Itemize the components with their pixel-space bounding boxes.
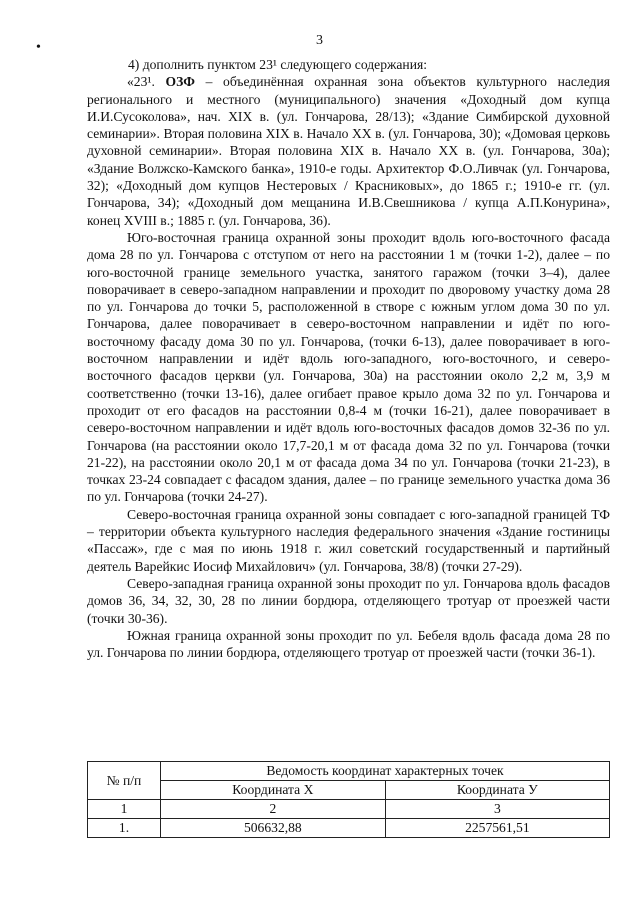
north-east-boundary-paragraph: Северо-восточная граница охранной зоны совпадает с юго-западной границей ТФ – территории объекта культурного наследия федерального значения «Здание гостиницы «Пассаж», где с мая по июнь 1918 г. жил советский государственный и партийный деятель Варейкис Иосиф Михайлович» (ул. Гончарова, 38/8) (точки 27-29). (87, 506, 610, 574)
south-boundary-paragraph: Южная граница охранной зоны проходит по ул. Бебеля вдоль фасада дома 28 по ул. Гончарова по линии бордюра, отделяющего тротуар от проезжей части (точки 36-1). (87, 627, 610, 661)
page-number: 3 (316, 33, 323, 48)
point-number-cell: 1. (88, 819, 161, 838)
document-body (87, 56, 610, 661)
item-text: – объединённая охранная зона объектов культурного наследия регионального и местного (муниципального) значения «Доходный дом купца И.И.Сусоколова», нач. XIX в. (ул. Гончарова, 28/13); «Здание Симбирской духовной семинарии». Вторая половина XIX в. Начало XX в. (ул. Гончарова, 30); «Домовая церковь духовной семинарии». Вторая половина XIX в. Начало XX в. (ул. Гончарова, 30а); «Здание Волжско-Камского банка», 1910-е годы. Архитектор Ф.О.Ливчак (ул. Гончарова, 32); «Доходный дом купцов Нестеровых / Красниковых», до 1865 г.; 1910-е гг. (ул. Гончарова, 34); «Доходный дом мещанина И.В.Свешникова / купца А.П.Конурина», конец XVIII в.; 1885 г. (ул. Гончарова, 36). (87, 74, 610, 228)
index-cell: 2 (161, 800, 386, 819)
north-west-boundary-paragraph: Северо-западная граница охранной зоны проходит по ул. Гончарова вдоль фасадов домов 36, 34, 32, 30, 28 по линии бордюра, отделяющего тротуар от проезжей части (точки 30-36). (87, 575, 610, 626)
table-title: Ведомость координат характерных точек (161, 762, 610, 781)
coordinate-y-cell: 2257561,51 (385, 819, 609, 838)
index-cell: 1 (88, 800, 161, 819)
coordinates-table (87, 761, 610, 838)
index-row (88, 800, 610, 819)
table-row (88, 819, 610, 838)
col-number-header: № п/п (88, 762, 161, 800)
item-code: ОЗФ (165, 74, 195, 90)
coordinate-x-cell: 506632,88 (161, 819, 386, 838)
margin-mark: • (36, 40, 41, 55)
col-x-header: Координата Х (161, 781, 386, 800)
item-23-1-paragraph (87, 73, 610, 229)
index-cell: 3 (385, 800, 609, 819)
south-east-boundary-paragraph: Юго-восточная граница охранной зоны проходит вдоль юго-восточного фасада дома 28 по ул. Гончарова с отступом от него на расстоянии 1 м (точки 1-2), далее – по юго-восточной границе земельного участка, занятого гаражом (точки 3–4), далее поворачивает в северо-западном направлении и проходит по дворовому участку дома 28 по ул. Гончарова до точки 5, расположенной в створе с южным углом дома 30 по ул. Гончарова, далее поворачивает в северо-восточном направлении и идёт по юго-восточному фасаду дома 30 по ул. Гончарова, (точки 6-13), далее поворачивает в юго-восточном направлении и идёт вдоль юго-западного, юго-восточного, и северо-восточного фасадов церкви (ул. Гончарова, 30а) на расстоянии около 2,2 м, 3,9 м соответственно (точки 13-16), далее огибает правое крыло дома 32 по ул. Гончарова и проходит от его фасадов на расстоянии 0,8-4 м (точки 16-21), далее поворачивает в северо-восточном направлении и идёт вдоль юго-восточных фасадов домов 32-36 по ул. Гончарова (на расстоянии около 17,7-20,1 м от фасада дома 32 по ул. Гончарова (точки 21-22), на расстоянии около 20,1 м от фасада дома 34 по ул. Гончарова (точки 21-23), в точках 23-24 совпадает с фасадом здания, далее – по границе земельного участка дома 36 по ул. Гончарова (точки 24-27). (87, 229, 610, 505)
col-y-header: Координата У (385, 781, 609, 800)
item-number: «23¹. (127, 74, 155, 90)
intro-line: 4) дополнить пунктом 23¹ следующего содержания: (128, 57, 428, 72)
